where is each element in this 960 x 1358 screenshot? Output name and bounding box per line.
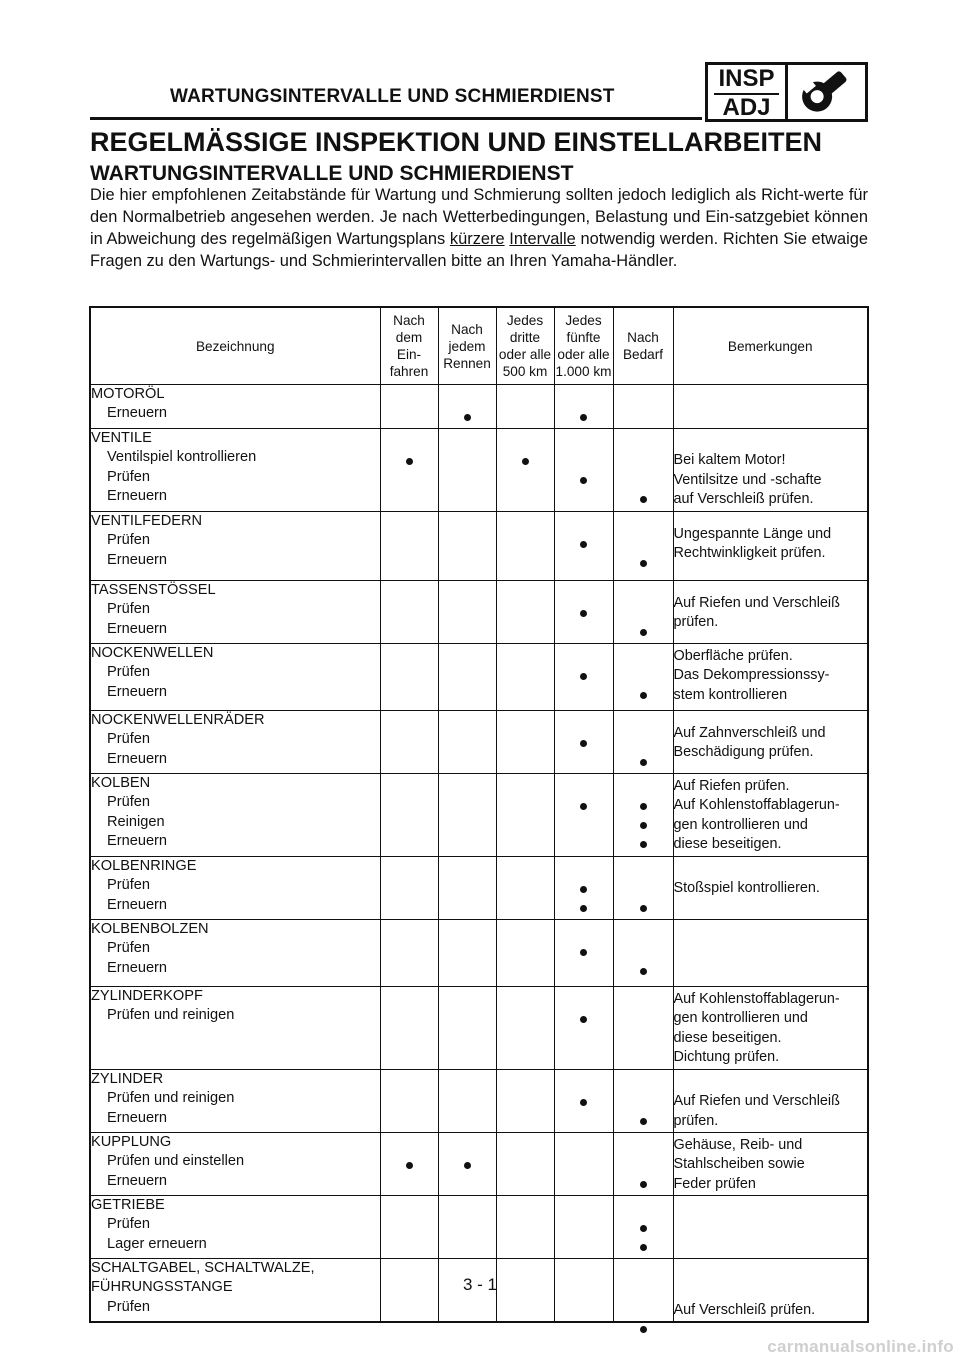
interval-cell xyxy=(613,920,673,987)
table-row xyxy=(90,429,868,512)
interval-cell xyxy=(380,644,438,711)
interval-cell xyxy=(496,857,554,920)
item-task: Prüfen und reinigen xyxy=(107,1090,235,1107)
check-mark-dot xyxy=(640,803,647,810)
running-header-title: WARTUNGSINTERVALLE UND SCHMIERDIENST xyxy=(170,86,615,107)
check-mark-dot xyxy=(640,496,647,503)
item-task: Prüfen xyxy=(107,877,150,894)
check-mark-dot xyxy=(640,822,647,829)
item-name-cell xyxy=(90,1133,380,1196)
interval-cell xyxy=(613,581,673,644)
remark-line: Auf Zahnverschleiß und xyxy=(673,724,826,741)
table-row xyxy=(90,385,868,429)
remark-line: gen kontrollieren und xyxy=(673,1010,808,1027)
item-task: Prüfen und reinigen xyxy=(107,1007,235,1024)
interval-cell xyxy=(438,429,496,512)
interval-cell xyxy=(613,1196,673,1259)
remark-line: Dichtung prüfen. xyxy=(673,1049,780,1066)
remarks-cell xyxy=(673,1070,868,1133)
item-task: Lager erneuern xyxy=(107,1235,207,1252)
remark-line: Feder prüfen xyxy=(673,1175,756,1192)
item-name-cell xyxy=(90,774,380,857)
check-mark-dot xyxy=(640,905,647,912)
interval-cell xyxy=(496,1196,554,1259)
intro-underline-2: Intervalle xyxy=(509,230,576,248)
main-heading: REGELMÄSSIGE INSPEKTION UND EINSTELLARBEITEN xyxy=(90,127,823,157)
check-mark-dot xyxy=(580,740,587,747)
check-mark-dot xyxy=(522,458,529,465)
item-task: Erneuern xyxy=(107,1172,168,1189)
table-row xyxy=(90,711,868,774)
interval-cell xyxy=(496,581,554,644)
item-title: MOTORÖL xyxy=(91,386,165,402)
item-title: FÜHRUNGSSTANGE xyxy=(91,1279,233,1296)
interval-cell xyxy=(554,644,613,711)
badge-top-text: INSP xyxy=(718,65,775,92)
remarks-cell xyxy=(673,581,868,644)
check-mark-dot xyxy=(640,1225,647,1232)
interval-cell xyxy=(438,920,496,987)
table-row xyxy=(90,512,868,581)
col-header-c5: Nach Bedarf xyxy=(613,307,673,385)
item-task: Prüfen xyxy=(107,532,150,549)
check-mark-dot xyxy=(406,458,413,465)
interval-cell xyxy=(438,1070,496,1133)
interval-cell xyxy=(554,920,613,987)
wrench-icon xyxy=(798,69,858,119)
remarks-cell xyxy=(673,920,868,987)
table-row xyxy=(90,857,868,920)
remark-line: Auf Riefen und Verschleiß xyxy=(673,1093,840,1110)
table-row xyxy=(90,920,868,987)
check-mark-dot xyxy=(406,1162,413,1169)
remark-line: Stahlscheiben sowie xyxy=(673,1156,805,1173)
check-mark-dot xyxy=(580,610,587,617)
badge-bottom-text: ADJ xyxy=(722,94,771,121)
header-rule xyxy=(90,117,702,120)
interval-cell xyxy=(613,429,673,512)
item-task: Erneuern xyxy=(107,405,168,422)
remarks-cell xyxy=(673,385,868,429)
table-row xyxy=(90,774,868,857)
remark-line: stem kontrollieren xyxy=(673,686,788,703)
remark-line: Ventilsitze und -schafte xyxy=(673,471,822,488)
remarks-cell xyxy=(673,429,868,512)
interval-cell xyxy=(438,1133,496,1196)
table-row xyxy=(90,644,868,711)
interval-cell xyxy=(554,1070,613,1133)
remark-line: Beschädigung prüfen. xyxy=(673,744,814,761)
check-mark-dot xyxy=(580,673,587,680)
remark-line: Oberfläche prüfen. xyxy=(673,648,793,664)
table-row xyxy=(90,1133,868,1196)
interval-cell xyxy=(438,512,496,581)
interval-cell xyxy=(380,385,438,429)
check-mark-dot xyxy=(464,1162,471,1169)
item-task: Prüfen xyxy=(107,664,150,681)
check-mark-dot xyxy=(580,803,587,810)
table-row xyxy=(90,581,868,644)
item-task: Erneuern xyxy=(107,1109,168,1126)
remarks-cell xyxy=(673,512,868,581)
remark-line: Auf Kohlenstoffablagerun- xyxy=(673,797,840,814)
item-title: VENTILFEDERN xyxy=(91,513,203,529)
col-header-c3: Jedes dritte oder alle 500 km xyxy=(496,307,554,385)
page-number: 3 - 1 xyxy=(462,1275,498,1294)
maintenance-table xyxy=(89,306,869,1323)
remarks-cell xyxy=(673,1133,868,1196)
check-mark-dot xyxy=(580,541,587,548)
intro-text-1: Die hier empfohlenen Zeitabstände für Wartung und Schmierung sollten jedoch lediglich als Richt-werte für den Normalbetrieb angesehen werden. Je nach Wetterbedingungen, Belastung und Ein-satzgebiet können in Abweichung des regelmäßigen Wartungsplans xyxy=(90,186,868,248)
item-title: ZYLINDERKOPF xyxy=(91,988,203,1004)
remark-line: Gehäuse, Reib- und xyxy=(673,1137,803,1153)
check-mark-dot xyxy=(580,905,587,912)
interval-cell xyxy=(438,987,496,1070)
interval-cell xyxy=(613,385,673,429)
check-mark-dot xyxy=(640,629,647,636)
col-header-c4: Jedes fünfte oder alle 1.000 km xyxy=(554,307,613,385)
item-name-cell xyxy=(90,429,380,512)
interval-cell xyxy=(554,987,613,1070)
interval-cell xyxy=(380,857,438,920)
item-name-cell xyxy=(90,512,380,581)
remarks-cell xyxy=(673,1196,868,1259)
item-name-cell xyxy=(90,1196,380,1259)
check-mark-dot xyxy=(580,1099,587,1106)
interval-cell xyxy=(496,644,554,711)
interval-cell xyxy=(613,512,673,581)
intro-paragraph xyxy=(90,184,868,272)
interval-cell xyxy=(496,920,554,987)
table-row xyxy=(90,1070,868,1133)
interval-cell xyxy=(613,711,673,774)
check-mark-dot xyxy=(580,414,587,421)
remark-line: Rechtwinkligkeit prüfen. xyxy=(673,545,826,562)
item-task: Erneuern xyxy=(107,896,168,913)
check-mark-dot xyxy=(580,886,587,893)
check-mark-dot xyxy=(640,968,647,975)
intro-underline-1: kürzere xyxy=(449,230,505,248)
item-name-cell xyxy=(90,920,380,987)
item-title: TASSENSTÖSSEL xyxy=(91,582,216,598)
interval-cell xyxy=(554,385,613,429)
item-task: Erneuern xyxy=(107,959,168,976)
remark-line: Auf Riefen prüfen. xyxy=(673,778,790,794)
interval-cell xyxy=(496,1070,554,1133)
remark-line: Das Dekompressionssy- xyxy=(673,667,830,684)
intro-text-2: notwendig werden. Richten Sie etwaige Fragen zu den Wartungs- und Schmierintervallen bitte an Ihren Yamaha-Händler. xyxy=(90,230,868,270)
interval-cell xyxy=(380,920,438,987)
item-name-cell xyxy=(90,987,380,1070)
item-task: Erneuern xyxy=(107,683,168,700)
item-title: KOLBEN xyxy=(91,775,151,791)
remark-line: Ungespannte Länge und xyxy=(673,525,832,542)
check-mark-dot xyxy=(640,1244,647,1251)
interval-cell xyxy=(380,1133,438,1196)
check-mark-dot xyxy=(640,1118,647,1125)
item-title: ZYLINDER xyxy=(91,1071,164,1087)
check-mark-dot xyxy=(640,1181,647,1188)
remark-line: prüfen. xyxy=(673,1112,719,1129)
interval-cell xyxy=(438,774,496,857)
remarks-cell xyxy=(673,774,868,857)
item-title: VENTILE xyxy=(91,430,152,446)
item-task: Erneuern xyxy=(107,833,168,850)
interval-cell xyxy=(496,774,554,857)
interval-cell xyxy=(554,512,613,581)
interval-cell xyxy=(496,711,554,774)
sub-heading: WARTUNGSINTERVALLE UND SCHMIERDIENST xyxy=(90,162,574,185)
table-row xyxy=(90,1196,868,1259)
interval-cell xyxy=(554,581,613,644)
item-task: Prüfen xyxy=(107,1298,150,1315)
item-task: Erneuern xyxy=(107,620,168,637)
item-title: NOCKENWELLENRÄDER xyxy=(91,712,265,728)
interval-cell xyxy=(438,711,496,774)
check-mark-dot xyxy=(640,841,647,848)
remark-line: diese beseitigen. xyxy=(673,836,782,853)
table-row xyxy=(90,987,868,1070)
col-header-c1: Nach dem Ein- fahren xyxy=(380,307,438,385)
item-title: KOLBENBOLZEN xyxy=(91,921,209,937)
check-mark-dot xyxy=(580,949,587,956)
insp-adj-badge xyxy=(705,62,788,122)
interval-cell xyxy=(554,1133,613,1196)
item-title: KUPPLUNG xyxy=(91,1134,172,1150)
item-task: Ventilspiel kontrollieren xyxy=(107,449,257,466)
interval-cell xyxy=(554,429,613,512)
interval-cell xyxy=(380,581,438,644)
check-mark-dot xyxy=(640,1326,647,1333)
remark-line: Auf Kohlenstoffablagerun- xyxy=(673,991,840,1007)
interval-cell xyxy=(554,1196,613,1259)
item-task: Prüfen xyxy=(107,601,150,618)
table-header-row xyxy=(90,307,868,385)
remark-line: Auf Verschleiß prüfen. xyxy=(673,1301,816,1318)
col-header-name: Bezeichnung xyxy=(90,307,380,385)
remark-line: Stoßspiel kontrollieren. xyxy=(673,880,820,897)
interval-cell xyxy=(380,711,438,774)
col-header-remarks: Bemerkungen xyxy=(673,307,868,385)
check-mark-dot xyxy=(640,759,647,766)
check-mark-dot xyxy=(464,414,471,421)
item-name-cell xyxy=(90,644,380,711)
check-mark-dot xyxy=(640,692,647,699)
remarks-cell xyxy=(673,711,868,774)
interval-cell xyxy=(613,774,673,857)
interval-cell xyxy=(380,1196,438,1259)
interval-cell xyxy=(496,1133,554,1196)
remark-line: prüfen. xyxy=(673,614,719,631)
item-task: Erneuern xyxy=(107,488,168,505)
item-task: Prüfen xyxy=(107,468,150,485)
watermark: carmanualsonline.info xyxy=(767,1337,954,1356)
remarks-cell xyxy=(673,857,868,920)
item-title: SCHALTGABEL, SCHALTWALZE, xyxy=(91,1260,315,1276)
interval-cell xyxy=(496,385,554,429)
remarks-cell xyxy=(673,644,868,711)
interval-cell xyxy=(496,512,554,581)
item-task: Reinigen xyxy=(107,813,165,830)
interval-cell xyxy=(554,711,613,774)
item-task: Prüfen xyxy=(107,940,150,957)
item-name-cell xyxy=(90,1070,380,1133)
interval-cell xyxy=(380,512,438,581)
remarks-cell xyxy=(673,987,868,1070)
interval-cell xyxy=(380,987,438,1070)
check-mark-dot xyxy=(580,477,587,484)
remark-line: diese beseitigen. xyxy=(673,1029,782,1046)
check-mark-dot xyxy=(580,1016,587,1023)
remark-line: gen kontrollieren und xyxy=(673,816,808,833)
interval-cell xyxy=(613,857,673,920)
item-task: Erneuern xyxy=(107,750,168,767)
interval-cell xyxy=(380,429,438,512)
item-task: Prüfen und einstellen xyxy=(107,1153,245,1170)
item-title: GETRIEBE xyxy=(91,1197,165,1213)
interval-cell xyxy=(438,644,496,711)
remark-line: Bei kaltem Motor! xyxy=(673,452,786,469)
interval-cell xyxy=(438,857,496,920)
item-title: NOCKENWELLEN xyxy=(91,645,214,661)
interval-cell xyxy=(613,1070,673,1133)
interval-cell xyxy=(438,385,496,429)
item-name-cell xyxy=(90,711,380,774)
check-mark-dot xyxy=(640,560,647,567)
interval-cell xyxy=(496,429,554,512)
interval-cell xyxy=(554,774,613,857)
remark-line: auf Verschleiß prüfen. xyxy=(673,491,814,508)
wrench-badge xyxy=(788,62,868,122)
item-task: Prüfen xyxy=(107,794,150,811)
item-task: Prüfen xyxy=(107,1216,150,1233)
item-task: Erneuern xyxy=(107,551,168,568)
item-name-cell xyxy=(90,857,380,920)
interval-cell xyxy=(496,987,554,1070)
interval-cell xyxy=(380,774,438,857)
col-header-c2: Nach jedem Rennen xyxy=(438,307,496,385)
interval-cell xyxy=(438,1196,496,1259)
interval-cell xyxy=(613,987,673,1070)
item-name-cell xyxy=(90,385,380,429)
item-task: Prüfen xyxy=(107,731,150,748)
interval-cell xyxy=(613,644,673,711)
interval-cell xyxy=(613,1133,673,1196)
remark-line: Auf Riefen und Verschleiß xyxy=(673,594,840,611)
interval-cell xyxy=(554,857,613,920)
item-name-cell xyxy=(90,581,380,644)
item-title: KOLBENRINGE xyxy=(91,858,197,874)
interval-cell xyxy=(438,581,496,644)
interval-cell xyxy=(380,1070,438,1133)
